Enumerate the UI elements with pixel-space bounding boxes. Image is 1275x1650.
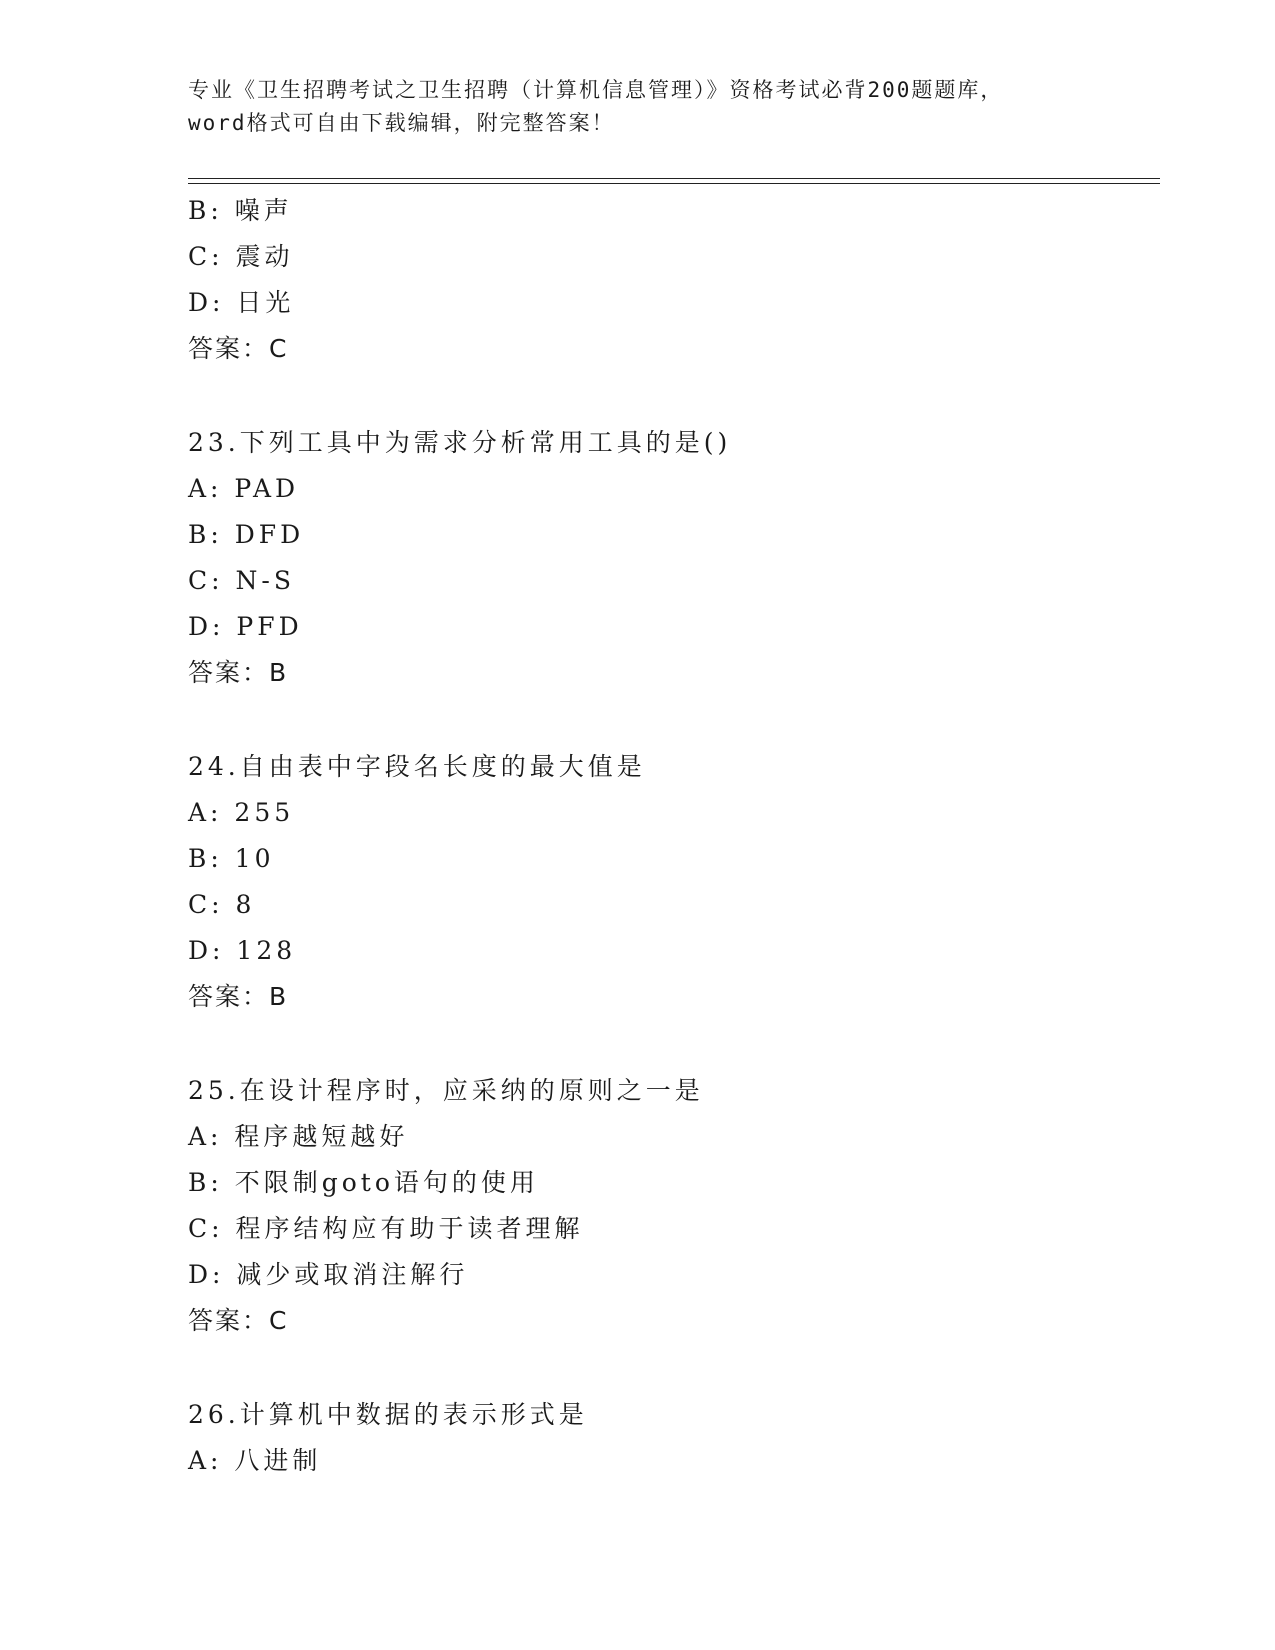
question-22-block xyxy=(188,188,1160,372)
header-title-line-1: 专业《卫生招聘考试之卫生招聘（计算机信息管理）》资格考试必背200题题库， xyxy=(188,78,1004,102)
question-spacer xyxy=(188,1344,1160,1392)
option-d: D: 128 xyxy=(188,936,297,965)
question-text: 26.计算机中数据的表示形式是 xyxy=(188,1400,588,1429)
question-26-block xyxy=(188,1392,1160,1484)
header-divider-top xyxy=(188,178,1160,179)
option-d: D: 日光 xyxy=(188,288,295,317)
option-c: C: N-S xyxy=(188,566,295,595)
question-spacer xyxy=(188,1020,1160,1068)
option-a: A: 八进制 xyxy=(188,1446,322,1475)
option-c: C: 8 xyxy=(188,890,256,919)
answer-line: 答案：B xyxy=(188,982,289,1011)
header-divider-bottom xyxy=(188,183,1160,184)
question-text: 23.下列工具中为需求分析常用工具的是() xyxy=(188,428,732,457)
option-a: A: 程序越短越好 xyxy=(188,1122,409,1151)
option-c: C: 程序结构应有助于读者理解 xyxy=(188,1214,584,1243)
option-d: D: PFD xyxy=(188,612,303,641)
option-b: B: 不限制goto语句的使用 xyxy=(188,1168,539,1197)
option-a: A: PAD xyxy=(188,474,300,503)
question-spacer xyxy=(188,372,1160,420)
question-text: 25.在设计程序时，应采纳的原则之一是 xyxy=(188,1076,704,1105)
question-spacer xyxy=(188,696,1160,744)
option-d: D: 减少或取消注解行 xyxy=(188,1260,469,1289)
option-b: B: DFD xyxy=(188,520,305,549)
answer-line: 答案：C xyxy=(188,334,289,363)
header-title-line-2: word格式可自由下载编辑，附完整答案！ xyxy=(188,111,615,135)
question-25-block xyxy=(188,1068,1160,1344)
option-b: B: 10 xyxy=(188,844,275,873)
option-a: A: 255 xyxy=(188,798,295,827)
answer-line: 答案：C xyxy=(188,1306,289,1335)
question-text: 24.自由表中字段名长度的最大值是 xyxy=(188,752,646,781)
question-list xyxy=(188,188,1160,1484)
answer-line: 答案：B xyxy=(188,658,289,687)
option-c: C: 震动 xyxy=(188,242,294,271)
document-header xyxy=(188,74,1088,140)
question-24-block xyxy=(188,744,1160,1020)
option-b: B: 噪声 xyxy=(188,196,293,225)
question-23-block xyxy=(188,420,1160,696)
